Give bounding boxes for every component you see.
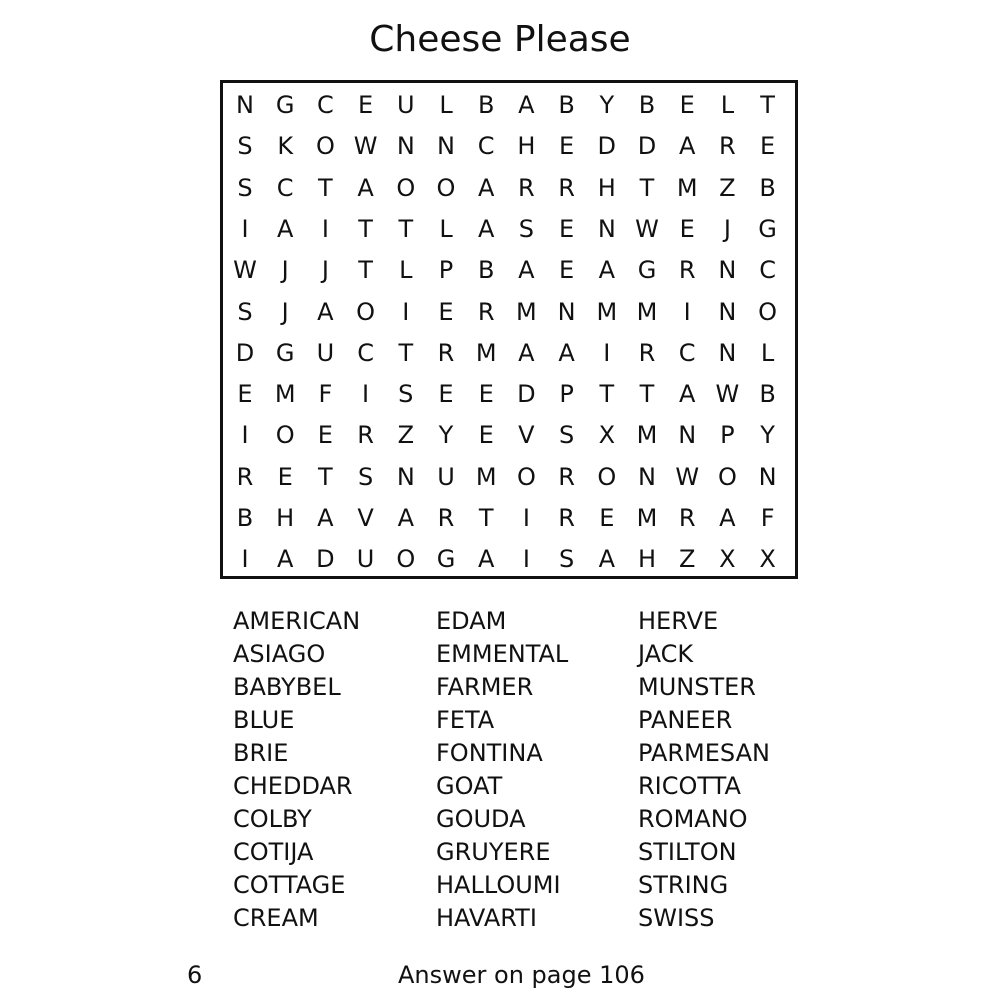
grid-letter: T [318,173,333,202]
grid-letter: L [399,256,413,285]
grid-letter: K [277,132,294,161]
grid-letter: A [558,338,575,367]
grid-letter: E [559,132,575,161]
grid-letter: E [277,462,293,491]
grid-letter: M [636,421,658,450]
grid-letter: E [237,380,253,409]
grid-letter: O [396,173,416,202]
grid-letter: R [518,173,535,202]
grid-letter: O [758,297,778,326]
word-list-item: EDAM [436,607,507,635]
grid-letter: T [760,91,775,119]
grid-letter: C [276,173,294,202]
grid-letter: M [475,462,497,491]
grid-letter: B [759,380,776,409]
grid-letter: R [357,421,374,450]
word-list-item: PARMESAN [638,739,770,767]
grid-letter: S [558,545,575,574]
grid-letter: S [237,132,253,161]
word-list-item: SWISS [638,904,715,932]
grid-letter: O [436,173,456,202]
grid-letter: I [522,504,530,532]
grid-letter: Z [397,421,415,450]
grid-letter: A [477,214,495,243]
word-list-item: HALLOUMI [436,871,561,899]
grid-letter: T [478,504,494,532]
grid-letter: U [316,338,335,367]
word-list-item: FETA [436,706,495,734]
grid-letter: I [241,545,249,574]
grid-letter: M [676,173,698,202]
grid-letter: N [638,462,656,491]
grid-letter: B [638,91,656,119]
grid-letter: C [317,91,334,119]
grid-letter: L [439,214,453,243]
grid-letter: G [275,91,295,119]
grid-letter: H [637,545,657,574]
grid-letter: W [635,214,659,243]
grid-letter: A [276,545,294,574]
word-list-item: ASIAGO [233,640,326,668]
grid-letter: S [398,380,414,409]
grid-letter: R [638,338,656,367]
grid-letter: O [396,545,416,574]
grid-letter: I [321,214,329,243]
letter-grid [223,83,795,576]
grid-letter: U [437,462,455,491]
word-list-item: GOUDA [436,805,526,833]
word-list-column-3 [638,605,770,935]
word-list-item: GRUYERE [436,838,551,866]
grid-letter: N [236,91,254,119]
grid-letter: J [321,256,329,285]
grid-letter: N [758,462,777,491]
grid-letter: B [558,91,575,119]
word-list-item: MUNSTER [638,673,756,701]
grid-letter: C [759,256,776,285]
grid-letter: R [719,132,736,161]
page-title: Cheese Please [369,19,631,60]
grid-letter: W [675,462,700,491]
grid-letter: U [356,545,375,574]
grid-letter: S [237,173,253,202]
grid-letter: J [723,214,731,243]
grid-letter: C [477,132,495,161]
grid-letter: M [636,297,658,326]
grid-letter: X [759,545,776,574]
grid-letter: E [760,132,776,161]
grid-letter: N [437,132,455,161]
word-list-item: COLBY [233,805,312,833]
grid-letter: A [518,91,535,119]
grid-letter: A [518,338,535,367]
grid-letter: O [275,421,295,450]
grid-letter: H [597,173,616,202]
grid-letter: R [558,173,575,202]
grid-letter: Y [438,421,454,450]
grid-letter: L [720,91,735,119]
grid-letter: R [437,504,455,532]
grid-letter: E [478,380,494,409]
grid-letter: S [237,297,253,326]
word-search-grid [220,80,798,579]
grid-letter: M [475,338,497,367]
grid-letter: Z [719,173,736,202]
grid-letter: E [679,214,695,243]
grid-letter: D [316,545,335,574]
grid-letter: A [397,504,414,532]
grid-letter: A [719,504,736,532]
grid-letter: R [236,462,254,491]
grid-letter: Y [599,91,615,119]
grid-letter: N [678,421,697,450]
word-list-item: CHEDDAR [233,772,353,800]
grid-letter: G [637,256,657,285]
grid-letter: U [397,91,415,119]
grid-letter: G [758,214,777,243]
word-list-item: BABYBEL [233,673,341,701]
grid-letter: X [598,421,616,450]
grid-letter: M [636,504,658,532]
grid-letter: N [718,256,737,285]
grid-letter: B [477,91,495,119]
word-list-item: FONTINA [436,739,543,767]
grid-letter: V [518,421,535,450]
grid-letter: N [718,297,737,326]
grid-letter: O [717,462,737,491]
grid-letter: C [357,338,374,367]
grid-letter: A [678,380,696,409]
word-list-item: COTTAGE [233,871,346,899]
grid-letter: N [557,297,576,326]
grid-letter: R [678,256,696,285]
grid-letter: E [358,91,374,119]
grid-letter: X [719,545,736,574]
grid-letter: L [760,338,775,367]
grid-letter: O [356,297,376,326]
grid-letter: I [362,380,370,409]
grid-letter: E [438,297,454,326]
grid-letter: T [358,214,373,243]
grid-letter: F [318,380,333,409]
word-list-item: HAVARTI [436,904,537,932]
word-list-item: CREAM [233,904,319,932]
grid-letter: R [437,338,455,367]
grid-letter: S [518,214,534,243]
grid-letter: V [357,504,374,532]
grid-letter: O [597,462,617,491]
grid-letter: O [315,132,335,161]
grid-letter: W [715,380,740,409]
grid-letter: N [718,338,737,367]
grid-letter: T [599,380,615,409]
grid-letter: I [402,297,410,326]
grid-letter: A [678,132,696,161]
grid-letter: T [358,256,373,285]
grid-letter: O [516,462,536,491]
grid-letter: B [236,504,254,532]
word-list-column-1 [233,605,360,935]
grid-letter: N [396,462,415,491]
word-list-item: HERVE [638,607,719,635]
grid-letter: A [357,173,374,202]
grid-letter: Y [760,421,775,450]
grid-letter: G [436,545,456,574]
grid-letter: E [679,91,695,119]
grid-letter: S [357,462,374,491]
grid-letter: A [477,545,495,574]
grid-letter: T [318,462,333,491]
word-list-item: JACK [638,640,694,668]
grid-letter: E [559,256,575,285]
grid-letter: E [438,380,454,409]
grid-letter: E [478,421,494,450]
grid-letter: A [317,297,334,326]
grid-letter: R [678,504,696,532]
grid-letter: N [597,214,616,243]
grid-letter: Z [678,545,696,574]
grid-letter: D [517,380,536,409]
word-list-item: EMMENTAL [436,640,569,668]
grid-letter: I [522,545,530,574]
grid-letter: P [438,256,454,285]
grid-letter: R [477,297,495,326]
grid-letter: T [398,338,414,367]
grid-letter: L [439,91,453,119]
grid-letter: I [241,214,249,243]
grid-letter: R [558,462,575,491]
word-list-item: COTIJA [233,838,314,866]
grid-letter: D [597,132,617,161]
answer-note: Answer on page 106 [398,961,645,989]
word-list-item: BLUE [233,706,295,734]
grid-letter: W [353,132,378,161]
grid-letter: A [598,545,615,574]
grid-letter: T [639,173,655,202]
grid-letter: A [518,256,535,285]
word-list-item: RICOTTA [638,772,741,800]
grid-letter: I [683,297,691,326]
grid-letter: T [398,214,414,243]
word-list-item: STRING [638,871,729,899]
word-list-item: BRIE [233,739,289,767]
grid-letter: E [559,214,575,243]
grid-letter: M [516,297,537,326]
word-list-item: AMERICAN [233,607,361,635]
grid-letter: A [276,214,294,243]
grid-letter: A [477,173,495,202]
grid-letter: C [678,338,696,367]
page-number: 6 [187,961,203,989]
grid-letter: J [281,256,289,285]
grid-letter: A [317,504,334,532]
grid-letter: M [596,297,618,326]
word-list-item: STILTON [638,838,737,866]
grid-letter: W [233,256,257,285]
word-list-item: FARMER [436,673,534,701]
grid-letter: N [396,132,415,161]
grid-letter: H [517,132,536,161]
grid-letter: I [241,421,249,450]
grid-letter: E [317,421,333,450]
grid-letter: B [759,173,776,202]
grid-letter: S [558,421,575,450]
word-list-item: GOAT [436,772,503,800]
grid-letter: P [559,380,574,409]
grid-letter: E [599,504,615,532]
grid-letter: M [274,380,296,409]
grid-letter: P [720,421,735,450]
grid-letter: F [760,504,775,532]
grid-letter: R [558,504,575,532]
grid-letter: A [598,256,615,285]
grid-letter: H [276,504,295,532]
word-list-item: ROMANO [638,805,748,833]
grid-letter: J [281,297,289,326]
grid-letter: D [637,132,657,161]
grid-letter: G [275,338,295,367]
grid-letter: T [639,380,655,409]
word-list-item: PANEER [638,706,733,734]
grid-letter: B [477,256,495,285]
grid-letter: I [603,338,611,367]
grid-letter: D [235,338,255,367]
word-list-column-2 [436,605,568,935]
